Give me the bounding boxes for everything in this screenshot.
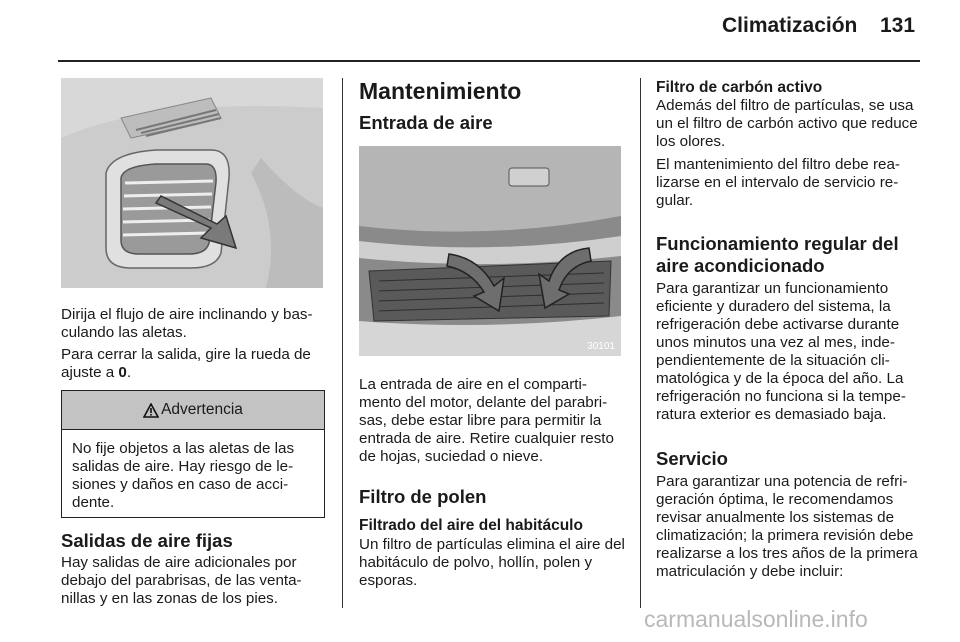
vent-instruction-text: Dirija el flujo de aire inclinando y bas-culando las aletas. xyxy=(61,306,313,341)
watermark: carmanualsonline.info xyxy=(644,606,868,632)
carbon-filter-title: Filtro de carbón activo xyxy=(656,79,823,96)
fixed-vents-title: Salidas de aire fijas xyxy=(61,530,233,551)
vent-close-text-main: Para cerrar la salida, gire la rueda de ajuste a xyxy=(61,346,311,381)
vent-close-text-end: . xyxy=(126,364,132,381)
cabin-filter-title: Filtrado del aire del habitáculo xyxy=(359,517,583,534)
air-vent-illustration xyxy=(61,78,323,288)
warning-triangle-icon xyxy=(143,403,159,418)
service-body: Para garantizar una potencia de refri-geración óptima, le recomendamos revisar anualmente los sistemas de climatización; la primera revisión debe realizarse a los tres años de la primera matriculación y debe incluir: xyxy=(656,473,918,580)
warning-header xyxy=(62,391,324,430)
warning-box xyxy=(61,390,325,518)
air-inlet-drawing xyxy=(359,146,621,356)
pollen-filter-title: Filtro de polen xyxy=(359,486,487,507)
air-inlet-illustration xyxy=(359,146,621,356)
ac-operation-body: Para garantizar un funcionamiento eficiente y duradero del sistema, la refrigeración debe activarse durante unos minutos una vez al mes, inde-pendientemente de la situación cli-matológica y de la época del año. La refrigeración no funciona si la tempe-ratura exterior es demasiado baja. xyxy=(656,280,906,423)
warning-body: No fije objetos a las aletas de las salidas de aire. Hay riesgo de le-siones y daños en caso de acci-dente. xyxy=(72,440,295,511)
vent-close-value: 0 xyxy=(118,364,127,381)
header-rule xyxy=(58,60,920,62)
maintenance-title: Mantenimiento xyxy=(359,78,522,104)
air-inlet-body: La entrada de aire en el comparti-mento del motor, delante del parabri-sas, debe estar libre para permitir la entrada de aire. Retire cualquier resto de hojas, suciedad o nieve. xyxy=(359,376,614,465)
carbon-filter-body: Además del filtro de partículas, se usa un el filtro de carbón activo que reduce los olores. xyxy=(656,97,918,150)
page-header-title: Climatización xyxy=(722,14,858,37)
air-inlet-title: Entrada de aire xyxy=(359,112,493,133)
cabin-filter-body: Un filtro de partículas elimina el aire del habitáculo de polvo, hollín, polen y esporas. xyxy=(359,536,625,589)
ac-operation-title: Funcionamiento regular del aire acondicionado xyxy=(656,233,899,276)
filter-maintenance-body: El mantenimiento del filtro debe rea-lizarse en el intervalo de servicio re-gular. xyxy=(656,156,900,209)
figure-number: 30101 xyxy=(587,341,615,352)
column-divider-2 xyxy=(640,78,641,608)
column-divider-1 xyxy=(342,78,343,608)
page-number: 131 xyxy=(880,14,916,37)
fixed-vents-body: Hay salidas de aire adicionales por debajo del parabrisas, de las venta-nillas y en las zonas de los pies. xyxy=(61,554,302,607)
warning-title: Advertencia xyxy=(161,401,243,418)
vent-close-text xyxy=(61,346,327,382)
air-vent-drawing xyxy=(61,78,323,288)
service-title: Servicio xyxy=(656,448,728,469)
